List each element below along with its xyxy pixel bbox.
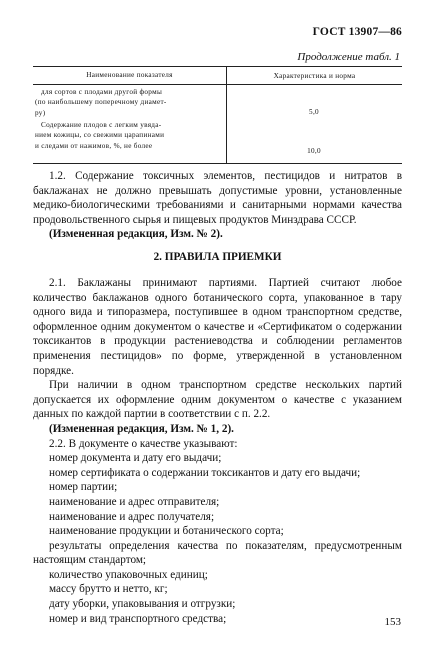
document-code: ГОСТ 13907—86	[312, 26, 402, 38]
list-item: номер документа и дату его выдачи;	[49, 452, 222, 465]
section-2-text	[33, 276, 402, 626]
table-row-2-label	[35, 120, 223, 151]
table-row-2-line-2: нием кожицы, со свежими царапинами	[35, 131, 165, 140]
paragraph-2-1: 2.1. Баклажаны принимают партиями. Партией считают любое количество баклажанов одного ботанического сорта, упакованное в тару одного вида и типоразмера, поступившее в одном транспортном средстве, оформленное одним документом о качестве и «Сертификатом о содержании токсикантов в продукции растениеводства и соблюдении регламентов применения пестицидов» по форме, утвержденной в установленном порядке.	[33, 277, 402, 377]
amendment-note-2: (Измененная редакция, Изм. № 1, 2).	[49, 422, 234, 435]
table-body	[33, 85, 402, 164]
table-row-1-value: 5,0	[309, 108, 319, 116]
list-item: номер и вид транспортного средства;	[49, 612, 227, 625]
table-row-1-line-1: для сортов с плодами другой формы	[41, 88, 163, 96]
table-header-indicator: Наименование показателя	[33, 67, 227, 84]
list-item: наименование и адрес получателя;	[49, 510, 215, 523]
paragraph-2-1-b: При наличии в одном транспортном средстве нескольких партий допускается их оформление одним документом о качестве с указанием данных по каждой партии в соответствии с п. 2.2.	[33, 379, 402, 421]
list-item: дату уборки, упаковывания и отгрузки;	[49, 598, 236, 611]
list-item: количество упаковочных единиц;	[49, 568, 208, 581]
table-row-1-label	[35, 87, 223, 118]
table-row-2-value: 10,0	[307, 147, 321, 155]
table-header	[33, 66, 402, 85]
paragraph-1-2: 1.2. Содержание токсичных элементов, пестицидов и нитратов в баклажанах не должно превышать допустимые уровни, установленные медико-биологическими требованиями и санитарными нормами качества продовольственного сырья и пищевых продуктов Минздрава СССР.	[33, 170, 402, 226]
list-item: наименование продукции и ботанического сорта;	[49, 525, 284, 538]
table-header-norm: Характеристика и норма	[273, 71, 356, 80]
table-row-1-line-2: (по наибольшему поперечному диамет-	[35, 98, 167, 107]
table	[33, 66, 402, 164]
list-item: номер партии;	[49, 481, 118, 494]
section-2-heading: 2. ПРАВИЛА ПРИЕМКИ	[153, 251, 282, 263]
page-number: 153	[384, 616, 401, 628]
section-1-text	[33, 169, 402, 242]
table-row-2-line-3: и следами от нажимов, %, не более	[35, 141, 153, 150]
table-continuation-label: Продолжение табл. 1	[297, 51, 400, 63]
list-item: наименование и адрес отправителя;	[49, 495, 220, 508]
paragraph-2-2: 2.2. В документе о качестве указывают:	[49, 437, 238, 450]
amendment-note-1: (Измененная редакция, Изм. № 2).	[49, 228, 223, 241]
list-item: массу брутто и нетто, кг;	[49, 583, 168, 596]
list-item: номер сертификата о содержании токсикантов и дату его выдачи;	[49, 466, 361, 479]
table-row-1-line-3: ру)	[35, 108, 46, 117]
list-item: результаты определения качества по показателям, предусмотренным настоящим стандартом;	[33, 539, 402, 567]
table-row-2-line-1: Содержание плодов с легким увяда-	[41, 121, 162, 129]
